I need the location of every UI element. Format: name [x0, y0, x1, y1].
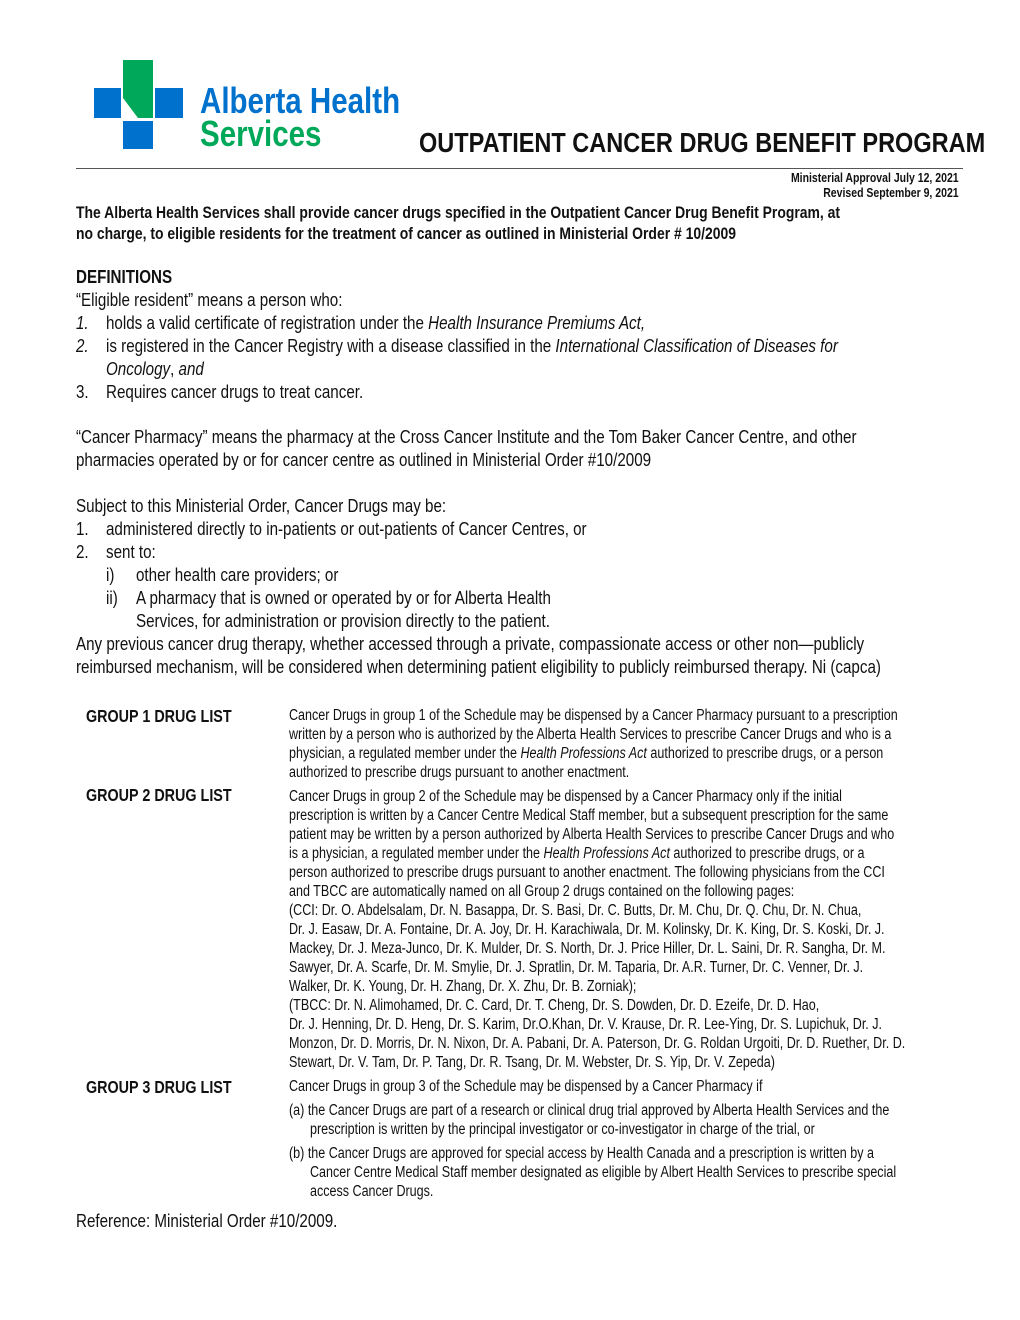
text-line: “Cancer Pharmacy” means the pharmacy at the Cross Cancer Institute and the Tom Baker Cancer Centre, and other	[76, 426, 857, 447]
text-segment: authorized to prescribe drugs, or a person	[646, 745, 884, 762]
text-line	[106, 311, 819, 334]
text-line: access Cancer Drugs.	[310, 1183, 434, 1200]
italic-text: Health Professions Act	[520, 745, 647, 762]
drug-group-table	[86, 706, 986, 1201]
group-2-label: GROUP 2 DRUG LIST	[86, 785, 232, 805]
list-item	[76, 334, 976, 380]
text-line: pharmacies operated by or for cancer centre as outlined in Ministerial Order #10/2009	[76, 449, 652, 470]
text-segment: the Cancer Drugs are approved for special access by Health Canada and a prescription is written by a	[307, 1145, 874, 1162]
text-line	[289, 844, 865, 863]
text-line: other health care providers; or	[136, 564, 339, 585]
text-line: Services, for administration or provision directly to the patient.	[136, 610, 550, 631]
list-number: 2.	[76, 335, 89, 356]
header-rule	[76, 168, 963, 169]
eligible-resident-lead: “Eligible resident” means a person who:	[76, 289, 343, 310]
text-line: (TBCC: Dr. N. Alimohamed, Dr. C. Card, Dr. T. Cheng, Dr. S. Dowden, Dr. D. Ezeife, Dr. D. Hao,	[289, 997, 820, 1014]
definitions-section	[76, 265, 976, 403]
definitions-heading: DEFINITIONS	[76, 266, 173, 287]
text-line	[289, 1144, 874, 1163]
text-segment: is a physician, a regulated member under the	[289, 845, 544, 862]
text-segment: the Cancer Drugs are part of a research or clinical drug trial approved by Alberta Health Services and the	[307, 1102, 890, 1119]
text-line: Sawyer, Dr. A. Scarfe, Dr. M. Smylie, Dr. J. Spratlin, Dr. M. Taparia, Dr. A.R. Turner, Dr. C. Venner, Dr. J.	[289, 959, 864, 976]
list-item	[76, 311, 976, 334]
condition-item	[289, 1101, 986, 1139]
text-line: Stewart, Dr. V. Tam, Dr. P. Tang, Dr. R. Tsang, Dr. M. Webster, Dr. S. Yip, Dr. V. Zepeda)	[289, 1054, 775, 1071]
list-number: 1.	[76, 312, 89, 333]
reference	[76, 1209, 395, 1232]
text-line: (CCI: Dr. O. Abdelsalam, Dr. N. Basappa, Dr. S. Basi, Dr. C. Butts, Dr. M. Chu, Dr. Q. Chu, Dr. N. Chua,	[289, 902, 862, 919]
text-segment: authorized to prescribe drugs, or a	[669, 845, 865, 862]
intro-line: The Alberta Health Services shall provide cancer drugs specified in the Outpatient Cancer Drug Benefit Program, at	[76, 203, 841, 222]
text-line: Dr. J. Henning, Dr. D. Heng, Dr. S. Karim, Dr.O.Khan, Dr. V. Krause, Dr. R. Lee-Ying, Dr. S. Lupichuk, Dr. J.	[289, 1016, 883, 1033]
text-line: Any previous cancer drug therapy, whether accessed through a private, compassionate access or other non—publicly	[76, 633, 865, 654]
group-3-conditions	[289, 1101, 986, 1201]
text-line: patient may be written by a person authorized by Alberta Health Services to prescribe Cancer Drugs and who	[289, 826, 895, 843]
group-3-lead	[289, 1077, 986, 1096]
text-segment: holds a valid certificate of registration under the	[106, 312, 429, 333]
text-line: A pharmacy that is owned or operated by or for Alberta Health	[136, 587, 551, 608]
subject-section	[76, 494, 996, 678]
condition-item	[289, 1144, 986, 1201]
text-line: Mackey, Dr. J. Meza-Junco, Dr. K. Mulder, Dr. S. North, Dr. J. Price Hiller, Dr. L. Saini, Dr. R. Sangha, Dr. M.	[289, 940, 886, 957]
text-line: prescription is written by the principal investigator or co-investigator in charge of the trial, or	[310, 1121, 815, 1138]
page-title: OUTPATIENT CANCER DRUG BENEFIT PROGRAM	[419, 127, 986, 158]
text-line: and TBCC are automatically named on all Group 2 drugs contained on the following pages:	[289, 883, 795, 900]
text-line: Cancer Drugs in group 3 of the Schedule may be dispensed by a Cancer Pharmacy if	[289, 1078, 763, 1095]
logo-text-line1: Alberta Health	[200, 80, 401, 121]
logo-text-line2: Services	[200, 113, 322, 154]
sent-to-list	[76, 563, 996, 632]
group-2-text	[289, 787, 986, 1072]
group-3-row	[86, 1077, 986, 1201]
group-3-text	[289, 1077, 986, 1201]
text-line: Cancer Drugs in group 2 of the Schedule may be dispensed by a Cancer Pharmacy only if the initial	[289, 788, 842, 805]
list-item: administered directly to in-patients or out-patients of Cancer Centres, or	[106, 518, 587, 539]
list-number: 1.	[76, 518, 89, 539]
subject-lead: Subject to this Ministerial Order, Cancer Drugs may be:	[76, 495, 447, 516]
italic-text: Health Professions Act	[543, 845, 670, 862]
intro-line: no charge, to eligible residents for the treatment of cancer as outlined in Ministerial Order # 10/2009	[76, 224, 737, 243]
text-line: Monzon, Dr. D. Morris, Dr. N. Nixon, Dr. A. Pabani, Dr. A. Paterson, Dr. G. Roldan Urgoiti, Dr. D. Ruether, Dr. D.	[289, 1035, 906, 1052]
ahs-logo-icon	[94, 60, 184, 150]
list-item	[76, 586, 996, 632]
intro-statement	[76, 202, 1008, 244]
italic-text: International Classification of Diseases for	[555, 335, 838, 356]
list-number: ii)	[106, 587, 118, 608]
list-number: 3.	[76, 381, 89, 402]
text-segment: ,	[170, 358, 179, 379]
text-line: Requires cancer drugs to treat cancer.	[106, 381, 364, 402]
list-item: sent to:	[106, 541, 156, 562]
text-line: prescription is written by a Cancer Centre Medical Staff member, but a subsequent prescription for the same	[289, 807, 889, 824]
revised-date: Revised September 9, 2021	[823, 186, 959, 200]
list-number: 2.	[76, 541, 89, 562]
text-line: Cancer Centre Medical Staff member designated as eligible by Albert Health Services to prescribe special	[310, 1164, 897, 1181]
text-line	[289, 1101, 890, 1120]
text-line: Dr. J. Easaw, Dr. A. Fontaine, Dr. A. Joy, Dr. H. Karachiwala, Dr. M. Kolinsky, Dr. K. King, Dr. S. Koski, Dr. J.	[289, 921, 885, 938]
group-1-text	[289, 706, 986, 782]
text-line	[106, 334, 838, 357]
approval-date: Ministerial Approval July 12, 2021	[791, 171, 959, 185]
text-line: authorized to prescribe drugs pursuant to another enactment.	[289, 764, 630, 781]
group-1-label: GROUP 1 DRUG LIST	[86, 706, 232, 726]
text-line: reimbursed mechanism, will be considered when determining patient eligibility to publicly reimbursed therapy. Ni (capca)	[76, 656, 881, 677]
text-line: written by a person who is authorized by the Alberta Health Services to prescribe Cancer Drugs and who is a	[289, 726, 892, 743]
italic-text: Health Insurance Premiums Act,	[428, 312, 646, 333]
reference-text: Reference: Ministerial Order #10/2009.	[76, 1210, 338, 1231]
cancer-pharmacy-definition	[76, 425, 1020, 471]
list-item	[76, 563, 996, 586]
group-2-row	[86, 787, 986, 1072]
list-item	[76, 380, 976, 403]
group-3-label: GROUP 3 DRUG LIST	[86, 1077, 232, 1097]
text-line: Cancer Drugs in group 1 of the Schedule may be dispensed by a Cancer Pharmacy pursuant to a prescription	[289, 707, 898, 724]
condition-label: (b)	[289, 1145, 305, 1162]
text-line	[106, 357, 819, 380]
list-number: i)	[106, 564, 115, 585]
group-1-row	[86, 706, 986, 782]
italic-text: Oncology	[106, 358, 171, 379]
previous-therapy-note	[76, 632, 996, 678]
italic-text: and	[178, 358, 204, 379]
text-line	[289, 744, 884, 763]
text-line: person authorized to prescribe drugs pursuant to another enactment. The following physicians from the CCI	[289, 864, 885, 881]
text-segment: physician, a regulated member under the	[289, 745, 521, 762]
text-segment: is registered in the Cancer Registry with a disease classified in the	[106, 335, 556, 356]
text-line: Walker, Dr. K. Young, Dr. H. Zhang, Dr. X. Zhu, Dr. B. Zorniak);	[289, 978, 637, 995]
condition-label: (a)	[289, 1102, 305, 1119]
eligible-resident-list	[76, 311, 976, 403]
